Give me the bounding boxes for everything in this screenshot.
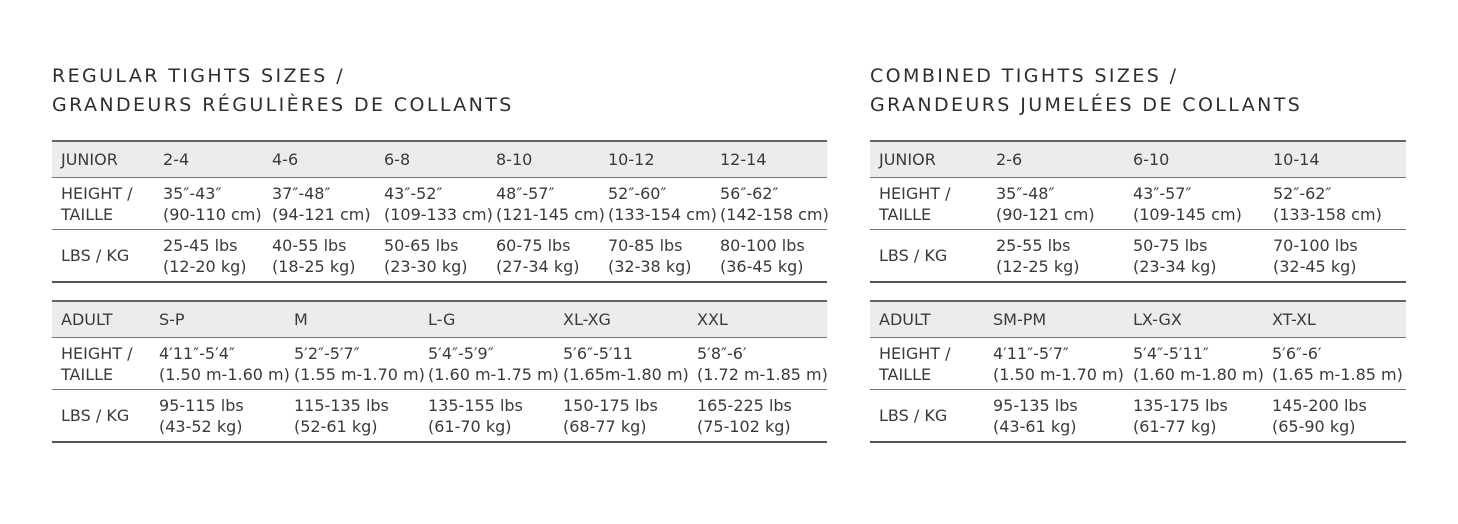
header-cell: XT-XL: [1263, 301, 1406, 338]
table-cell: 60-75 lbs (27-34 kg): [496, 235, 580, 276]
table-cell: 5′4″-5′11″ (1.60 m-1.80 m): [1133, 343, 1264, 384]
row-label: HEIGHT / TAILLE: [879, 183, 951, 224]
row-label: LBS / KG: [61, 246, 130, 265]
table-cell: 40-55 lbs (18-25 kg): [272, 235, 356, 276]
table-header-row: [52, 301, 827, 338]
table-cell: 35″-48″ (90-121 cm): [996, 183, 1095, 224]
table-cell: 50-65 lbs (23-30 kg): [384, 235, 468, 276]
title-line-1: REGULAR TIGHTS SIZES /: [52, 65, 346, 87]
header-cell: ADULT: [52, 301, 150, 338]
row-label: LBS / KG: [879, 246, 948, 265]
table-cell: 35″-43″ (90-110 cm): [163, 183, 262, 224]
header-cell: JUNIOR: [52, 141, 154, 178]
row-label: HEIGHT / TAILLE: [879, 343, 951, 384]
table-cell: 4′11″-5′4″ (1.50 m-1.60 m): [159, 343, 290, 384]
regular-tights-section: [52, 62, 827, 443]
header-cell: 6-8: [375, 141, 487, 178]
table-row-weight: [870, 390, 1406, 443]
table-cell: 95-115 lbs (43-52 kg): [159, 395, 244, 436]
table-cell: 56″-62″ (142-158 cm): [720, 183, 829, 224]
table-row-weight: [52, 230, 827, 283]
header-cell: 2-4: [154, 141, 263, 178]
table-cell: 5′6″-5′11 (1.65m-1.80 m): [563, 343, 689, 384]
regular-junior-table: [52, 140, 827, 283]
table-cell: 48″-57″ (121-145 cm): [496, 183, 605, 224]
header-cell: XL-XG: [554, 301, 688, 338]
header-cell: 6-10: [1124, 141, 1264, 178]
combined-adult-table: [870, 300, 1406, 443]
combined-tights-title: [870, 62, 1406, 140]
table-cell: 115-135 lbs (52-61 kg): [294, 395, 389, 436]
header-cell: XXL: [688, 301, 827, 338]
header-cell: ADULT: [870, 301, 984, 338]
title-line-1: COMBINED TIGHTS SIZES /: [870, 65, 1179, 87]
title-line-2: GRANDEURS RÉGULIÈRES DE COLLANTS: [52, 94, 514, 116]
header-cell: L-G: [419, 301, 554, 338]
header-cell: 8-10: [487, 141, 599, 178]
table-cell: 80-100 lbs (36-45 kg): [720, 235, 805, 276]
header-cell: M: [285, 301, 419, 338]
table-spacer: [52, 283, 827, 300]
table-cell: 165-225 lbs (75-102 kg): [697, 395, 792, 436]
table-header-row: [870, 141, 1406, 178]
table-cell: 5′4″-5′9″ (1.60 m-1.75 m): [428, 343, 559, 384]
table-cell: 52″-62″ (133-158 cm): [1273, 183, 1382, 224]
table-cell: 25-55 lbs (12-25 kg): [996, 235, 1080, 276]
table-cell: 52″-60″ (133-154 cm): [608, 183, 717, 224]
regular-adult-table: [52, 300, 827, 443]
table-header-row: [52, 141, 827, 178]
header-cell: SM-PM: [984, 301, 1124, 338]
table-row-height: [52, 178, 827, 230]
header-cell: 2-6: [987, 141, 1124, 178]
table-cell: 150-175 lbs (68-77 kg): [563, 395, 658, 436]
row-label: HEIGHT / TAILLE: [61, 343, 133, 384]
table-cell: 95-135 lbs (43-61 kg): [993, 395, 1078, 436]
row-label: LBS / KG: [61, 406, 130, 425]
table-row-weight: [52, 390, 827, 443]
header-cell: 12-14: [711, 141, 827, 178]
table-cell: 37″-48″ (94-121 cm): [272, 183, 371, 224]
header-cell: S-P: [150, 301, 285, 338]
header-cell: JUNIOR: [870, 141, 987, 178]
table-cell: 5′8″-6′ (1.72 m-1.85 m): [697, 343, 828, 384]
table-cell: 145-200 lbs (65-90 kg): [1272, 395, 1367, 436]
regular-tights-title: [52, 62, 827, 140]
table-cell: 5′2″-5′7″ (1.55 m-1.70 m): [294, 343, 425, 384]
header-cell: 10-14: [1264, 141, 1406, 178]
table-row-height: [870, 178, 1406, 230]
header-cell: 10-12: [599, 141, 711, 178]
table-cell: 5′6″-6′ (1.65 m-1.85 m): [1272, 343, 1403, 384]
table-cell: 43″-52″ (109-133 cm): [384, 183, 493, 224]
table-cell: 70-85 lbs (32-38 kg): [608, 235, 692, 276]
table-cell: 25-45 lbs (12-20 kg): [163, 235, 247, 276]
table-header-row: [870, 301, 1406, 338]
title-line-2: GRANDEURS JUMELÉES DE COLLANTS: [870, 94, 1303, 116]
header-cell: 4-6: [263, 141, 375, 178]
table-cell: 70-100 lbs (32-45 kg): [1273, 235, 1358, 276]
table-row-weight: [870, 230, 1406, 283]
table-row-height: [870, 338, 1406, 390]
table-cell: 135-155 lbs (61-70 kg): [428, 395, 523, 436]
combined-junior-table: [870, 140, 1406, 283]
table-cell: 50-75 lbs (23-34 kg): [1133, 235, 1217, 276]
row-label: HEIGHT / TAILLE: [61, 183, 133, 224]
row-label: LBS / KG: [879, 406, 948, 425]
table-cell: 43″-57″ (109-145 cm): [1133, 183, 1242, 224]
table-spacer: [870, 283, 1406, 300]
header-cell: LX-GX: [1124, 301, 1263, 338]
table-row-height: [52, 338, 827, 390]
combined-tights-section: [870, 62, 1406, 443]
table-cell: 4′11″-5′7″ (1.50 m-1.70 m): [993, 343, 1124, 384]
table-cell: 135-175 lbs (61-77 kg): [1133, 395, 1228, 436]
